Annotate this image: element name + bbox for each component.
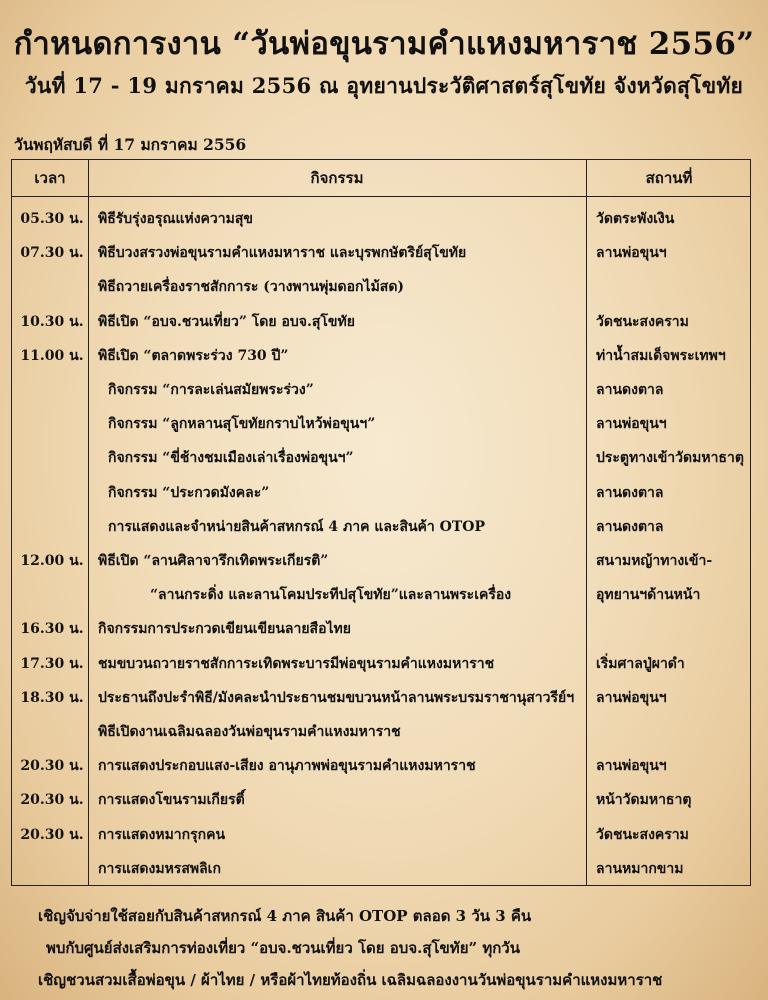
event-dates-location: วันที่ 17 - 19 มกราคม 2556 ณ อุทยานประวัติศาสตร์สุโขทัย จังหวัดสุโขทัย [24, 73, 744, 98]
row-place: สนามหญ้าทางเข้า- [596, 553, 713, 569]
row-time: 05.30 น. [20, 211, 84, 227]
page-title: กำหนดการงาน “วันพ่อขุนรามคำแหงมหาราช 2556” [13, 26, 755, 62]
row-time: 18.30 น. [20, 689, 84, 706]
row-activity: การแสดงประกอบแสง-เสียง อานุภาพพ่อขุนรามคำแหงมหาราช [98, 758, 476, 775]
table-row [12, 544, 750, 578]
table-row [12, 852, 750, 886]
footer-line: เชิญจับจ่ายใช้สอยกับสินค้าสหกรณ์ 4 ภาค สินค้า OTOP ตลอด 3 วัน 3 คืน [38, 907, 532, 925]
table-row [12, 270, 750, 304]
header-place: สถานที่ [645, 169, 693, 187]
table-row [12, 681, 750, 715]
row-place: ลานหมากขาม [596, 860, 684, 877]
footer-line: พบกับศูนย์ส่งเสริมการท่องเที่ยว “อบจ.ชวนเที่ยว โดย อบจ.สุโขทัย” ทุกวัน [46, 939, 520, 957]
row-time: 11.00 น. [20, 347, 84, 364]
table-row [12, 476, 750, 510]
row-activity: กิจกรรม “ลูกหลานสุโขทัยกราบไหว้พ่อขุนฯ” [108, 416, 376, 433]
row-place: ลานพ่อขุนฯ [596, 245, 667, 262]
row-activity: กิจกรรม “การละเล่นสมัยพระร่วง” [108, 382, 314, 398]
row-activity: กิจกรรม “ประกวดมังคละ” [108, 484, 270, 501]
table-row [12, 783, 750, 817]
table-row [12, 441, 750, 475]
table-row [12, 818, 750, 852]
schedule-table [11, 159, 751, 886]
row-time: 16.30 น. [20, 621, 84, 638]
table-row [12, 202, 750, 236]
table-row [12, 373, 750, 407]
header-activity: กิจกรรม [310, 169, 364, 187]
row-activity: กิจกรรม “ขี่ช้างชมเมืองเล่าเรื่องพ่อขุนฯ” [108, 450, 354, 467]
row-activity: การแสดงและจำหน่ายสินค้าสหกรณ์ 4 ภาค และสินค้า OTOP [108, 518, 485, 535]
row-activity: พิธีบวงสรวงพ่อขุนรามคำแหงมหาราช และบุรพกษัตริย์สุโขทัย [98, 245, 467, 262]
row-activity: พิธีถวายเครื่องราชสักการะ (วางพานพุ่มดอกไม้สด) [98, 279, 405, 296]
table-row [12, 407, 750, 441]
row-time: 07.30 น. [20, 245, 84, 262]
row-activity: การแสดงหมากรุกคน [98, 826, 226, 843]
row-place: ลานดงตาล [596, 518, 664, 535]
row-place: ท่าน้ำสมเด็จพระเทพฯ [596, 347, 726, 364]
row-activity: ประธานถึงปะรำพิธี/มังคละนำประธานชมขบวนหน้าลานพระบรมราชานุสาวรีย์ฯ [98, 689, 575, 706]
row-activity: พิธีเปิด “อบจ.ชวนเที่ยว” โดย อบจ.สุโขทัย [98, 313, 355, 330]
row-activity: พิธีเปิดงานเฉลิมฉลองวันพ่อขุนรามคำแหงมหาราช [98, 724, 401, 740]
row-place: ลานพ่อขุนฯ [596, 758, 667, 775]
row-time: 10.30 น. [20, 313, 84, 330]
row-place: ลานดงตาล [596, 484, 664, 501]
row-place: ลานพ่อขุนฯ [596, 689, 667, 706]
row-place: อุทยานฯด้านหน้า [596, 587, 701, 604]
row-place: ลานดงตาล [596, 382, 664, 398]
table-row [12, 305, 750, 339]
table-row [12, 510, 750, 544]
footer-line: เชิญชวนสวมเสื้อพ่อขุน / ผ้าไทย / หรือผ้าไทยท้องถิ่น เฉลิมฉลองงานวันพ่อขุนรามคำแหงมหาราช [38, 971, 663, 989]
row-place: วัดชนะสงคราม [596, 313, 689, 330]
table-row [12, 578, 750, 612]
row-place: วัดตระพังเงิน [596, 211, 675, 227]
row-place: ประตูทางเข้าวัดมหาธาตุ [596, 450, 744, 467]
row-place: เริ่มศาลปู่ผาดำ [596, 655, 685, 672]
row-time: 17.30 น. [20, 655, 84, 672]
row-activity: พิธีเปิด “ตลาดพระร่วง 730 ปี” [98, 347, 289, 364]
row-place: หน้าวัดมหาธาตุ [596, 792, 692, 809]
row-activity: การแสดงมหรสพลิเก [98, 860, 221, 877]
row-activity: การแสดงโขนรามเกียรติ์ [98, 792, 245, 809]
header-time: เวลา [34, 169, 66, 187]
table-row [12, 647, 750, 681]
row-place: วัดชนะสงคราม [596, 826, 689, 843]
table-row [12, 612, 750, 646]
row-activity: พิธีรับรุ่งอรุณแห่งความสุข [98, 211, 253, 227]
table-row [12, 715, 750, 749]
row-activity: กิจกรรมการประกวดเขียนเขียนลายสือไทย [98, 621, 351, 638]
header-divider [12, 196, 750, 197]
table-row [12, 749, 750, 783]
row-time: 20.30 น. [20, 758, 84, 775]
row-time: 12.00 น. [20, 553, 84, 569]
row-activity: ชมขบวนถวายราชสักการะเทิดพระบารมีพ่อขุนรามคำแหงมหาราช [98, 655, 495, 672]
table-row [12, 236, 750, 270]
row-activity: “ลานกระดิ่ง และลานโคมประทีปสุโขทัย”และลานพระเครื่อง [150, 587, 512, 604]
day-label: วันพฤหัสบดี ที่ 17 มกราคม 2556 [14, 135, 247, 154]
row-time: 20.30 น. [20, 792, 84, 809]
row-time: 20.30 น. [20, 826, 84, 843]
row-activity: พิธีเปิด “ลานศิลาจารึกเทิดพระเกียรติ” [98, 553, 329, 569]
row-place: ลานพ่อขุนฯ [596, 416, 667, 433]
table-row [12, 339, 750, 373]
